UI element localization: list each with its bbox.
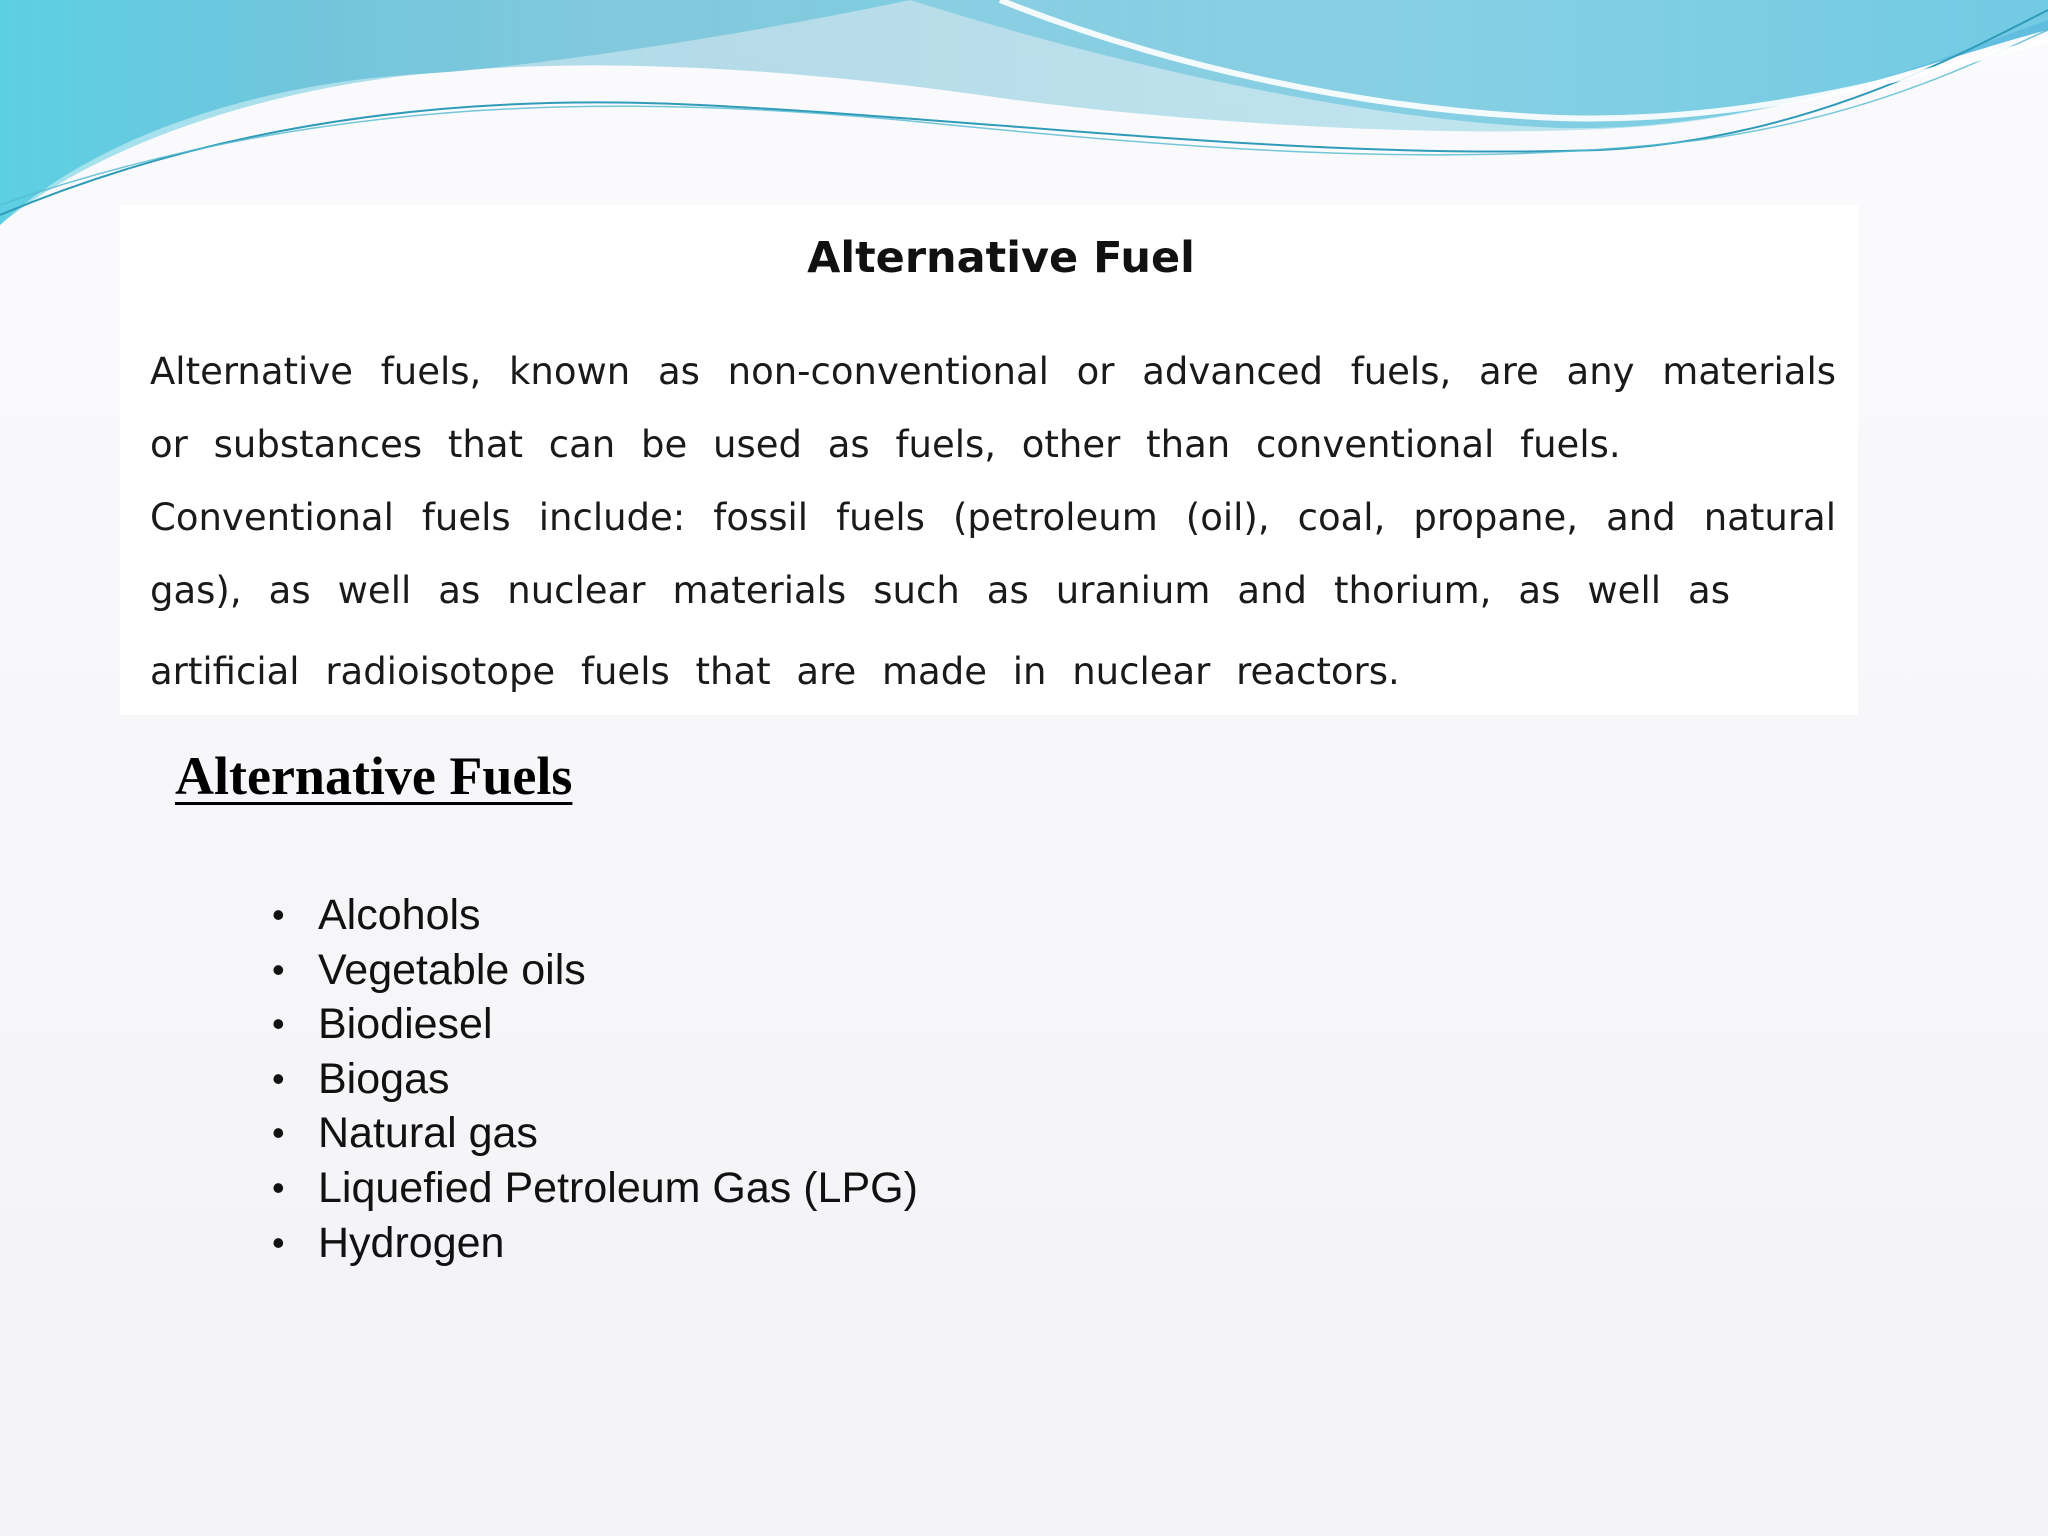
bullet-icon: • (272, 948, 285, 990)
list-item (272, 997, 918, 1052)
fuel-label: Biogas (318, 1054, 450, 1103)
fuel-label: Natural gas (318, 1109, 538, 1158)
fuel-label: Liquefied Petroleum Gas (LPG) (318, 1163, 918, 1212)
definition-line-3: Conventional fuels include: fossil fuels (petroleum (oil), coal, propane, and natural (150, 496, 1836, 539)
bullet-icon: • (272, 1003, 285, 1045)
list-item (272, 1161, 918, 1216)
bullet-icon: • (272, 1057, 285, 1099)
fuel-list (272, 888, 918, 1270)
bullet-icon: • (272, 1221, 285, 1263)
list-item (272, 1216, 918, 1271)
definition-line-2: or substances that can be used as fuels, other than conventional fuels. (150, 423, 1621, 466)
definition-line-1: Alternative fuels, known as non-conventional or advanced fuels, are any materials (150, 350, 1836, 393)
fuel-label: Biodiesel (318, 1000, 493, 1049)
definition-line-5: artificial radioisotope fuels that are made in nuclear reactors. (150, 650, 1400, 693)
fuel-label: Alcohols (318, 891, 481, 939)
list-item (272, 943, 918, 998)
fuel-label: Vegetable oils (318, 945, 586, 994)
list-item (272, 1106, 918, 1161)
list-item (272, 1052, 918, 1107)
bullet-icon: • (272, 1166, 285, 1208)
header-wave-decoration (0, 0, 2048, 240)
bullet-icon: • (272, 1112, 285, 1154)
list-item (272, 888, 918, 943)
fuel-label: Hydrogen (318, 1218, 505, 1267)
definition-line-4: gas), as well as nuclear materials such as uranium and thorium, as well as (150, 569, 1730, 612)
bullet-icon: • (272, 894, 285, 935)
definition-title: Alternative Fuel (807, 233, 1195, 283)
definition-box (120, 205, 1858, 715)
alternative-fuels-heading: Alternative Fuels (175, 746, 573, 806)
